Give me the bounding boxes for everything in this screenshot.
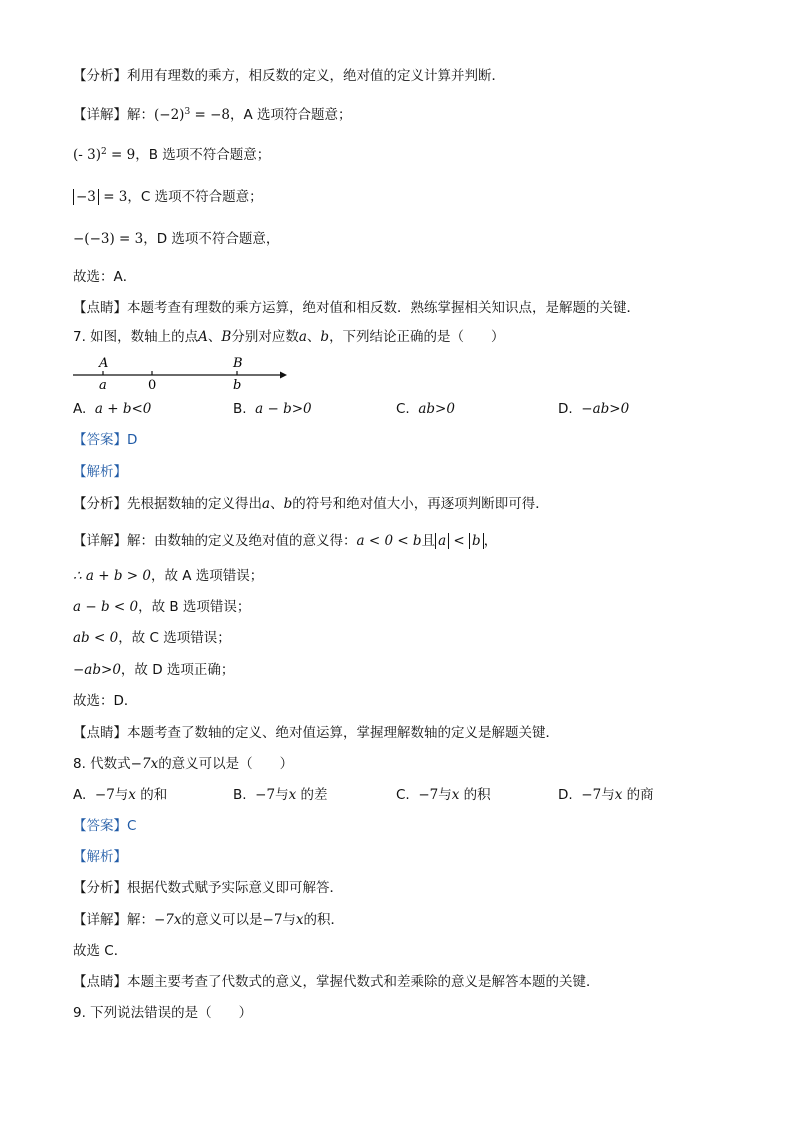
q6-comment: 【点睛】本题考查有理数的乘方运算，绝对值和相反数．熟练掌握相关知识点，是解题的关键． bbox=[73, 300, 640, 316]
q8-detail: 【详解】解：−7x的意义可以是−7与x的积． bbox=[73, 912, 345, 928]
q7-conclusion: 故选：D． bbox=[73, 693, 138, 709]
q8-option-a: A. −7与x 的和 bbox=[73, 787, 168, 803]
q7-explain-tag: 【解析】 bbox=[73, 464, 127, 480]
q7-step-3: ab < 0，故 C 选项错误； bbox=[73, 630, 231, 646]
q8-option-d: D. −7与x 的商 bbox=[558, 787, 654, 803]
q7-option-a: A. a + b<0 bbox=[73, 401, 152, 417]
label-point-A: A bbox=[99, 356, 109, 371]
q7-detail: 【详解】解：由数轴的定义及绝对值的意义得：a < 0 < b且 a < b ， bbox=[73, 533, 498, 549]
q7-comment: 【点睛】本题考查了数轴的定义、绝对值运算，掌握理解数轴的定义是解题关键． bbox=[73, 725, 559, 741]
q6-detail-b: (- 3)$^2$ = 9，B 选项不符合题意； bbox=[73, 147, 271, 163]
q6-detail-a: 【详解】解：$(-2)^3 = -8$，A 选项符合题意； bbox=[73, 107, 352, 123]
label-point-B: B bbox=[233, 356, 243, 371]
q8-comment: 【点睛】本题主要考查了代数式的意义，掌握代数式和差乘除的意义是解答本题的关键． bbox=[73, 974, 600, 990]
q7-step-4: −ab>0，故 D 选项正确； bbox=[73, 662, 235, 678]
label-num-a: a bbox=[99, 378, 107, 392]
q8-option-c: C. −7与x 的积 bbox=[396, 787, 491, 803]
q8-stem: 8. 代数式−7x的意义可以是（ ） bbox=[73, 756, 294, 772]
number-line-arrow-icon bbox=[280, 372, 287, 379]
q7-analysis: 【分析】先根据数轴的定义得出a、b的符号和绝对值大小，再逐项判断即可得． bbox=[73, 496, 549, 512]
q6-detail-c: −3 = 3，C 选项不符合题意； bbox=[73, 188, 263, 206]
q8-analysis: 【分析】根据代数式赋予实际意义即可解答． bbox=[73, 880, 343, 896]
q7-answer: 【答案】D bbox=[73, 432, 138, 448]
q6-analysis: 【分析】利用有理数的乘方，相反数的定义，绝对值的定义计算并判断． bbox=[73, 68, 505, 84]
q8-option-b: B. −7与x 的差 bbox=[233, 787, 328, 803]
q8-answer: 【答案】C bbox=[73, 818, 137, 834]
q8-explain-tag: 【解析】 bbox=[73, 849, 127, 865]
q7-stem: 7. 如图，数轴上的点A、B分别对应数a、b，下列结论正确的是（ ） bbox=[73, 329, 505, 345]
q7-step-1: ∴ a + b > 0，故 A 选项错误； bbox=[73, 568, 264, 584]
q7-step-2: a − b < 0，故 B 选项错误； bbox=[73, 599, 251, 615]
q6-detail-d: −(−3) = 3，D 选项不符合题意， bbox=[73, 231, 280, 247]
q9-stem: 9. 下列说法错误的是（ ） bbox=[73, 1005, 253, 1021]
q7-option-b: B. a − b>0 bbox=[233, 401, 312, 417]
number-line bbox=[73, 352, 288, 392]
q7-option-d: D. −ab>0 bbox=[558, 401, 630, 417]
q8-conclusion: 故选 C． bbox=[73, 943, 128, 959]
q6-conclusion: 故选：A． bbox=[73, 269, 137, 285]
q7-option-c: C. ab>0 bbox=[396, 401, 455, 417]
label-num-b: b bbox=[233, 378, 242, 392]
label-zero: 0 bbox=[148, 378, 157, 392]
